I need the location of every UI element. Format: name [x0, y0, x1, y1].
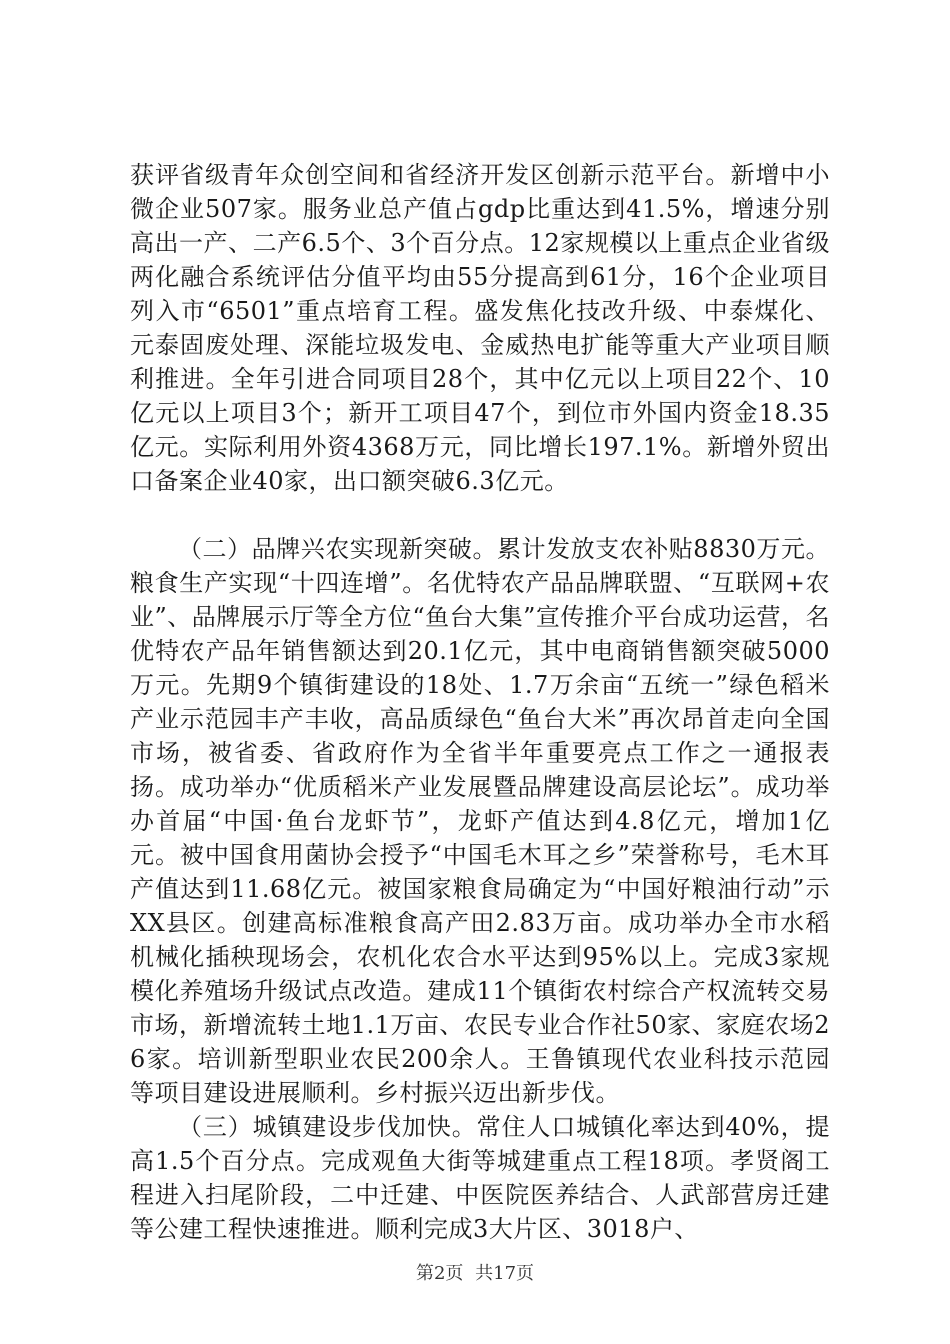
page-footer: [0, 1262, 950, 1286]
paragraph-2: （二）品牌兴农实现新突破。累计发放支农补贴8830万元。粮食生产实现“十四连增”。名优特农产品品牌联盟、“互联网+农业”、品牌展示厅等全方位“鱼台大集”宣传推介平台成功运营，名优特农产品年销售额达到20.1亿元，其中电商销售额突破5000万元。先期9个镇街建设的18处、1.7万余亩“五统一”绿色稻米产业示范园丰产丰收，高品质绿色“鱼台大米”再次昂首走向全国市场，被省委、省政府作为全省半年重要亮点工作之一通报表扬。成功举办“优质稻米产业发展暨品牌建设高层论坛”。成功举办首届“中国·鱼台龙虾节”，龙虾产值达到4.8亿元，增加1亿元。被中国食用菌协会授予“中国毛木耳之乡”荣誉称号，毛木耳产值达到11.68亿元。被国家粮食局确定为“中国好粮油行动”示XX县区。创建高标准粮食高产田2.83万亩。成功举办全市水稻机械化插秧现场会，农机化农合水平达到95%以上。完成3家规模化养殖场升级试点改造。建成11个镇街农村综合产权流转交易市场，新增流转土地1.1万亩、农民专业合作社50家、家庭农场26家。培训新型职业农民200余人。王鲁镇现代农业科技示范园等项目建设进展顺利。乡村振兴迈出新步伐。: [130, 535, 830, 1107]
document-body: [130, 158, 830, 1246]
paragraph-1: 获评省级青年众创空间和省经济开发区创新示范平台。新增中小微企业507家。服务业总产值占gdp比重达到41.5%，增速分别高出一产、二产6.5个、3个百分点。12家规模以上重点企业省级两化融合系统评估分值平均由55分提高到61分，16个企业项目列入市“6501”重点培育工程。盛发焦化技改升级、中泰煤化、元泰固废处理、深能垃圾发电、金威热电扩能等重大产业项目顺利推进。全年引进合同项目28个，其中亿元以上项目22个、10亿元以上项目3个；新开工项目47个，到位市外国内资金18.35亿元。实际利用外资4368万元，同比增长197.1%。新增外贸出口备案企业40家，出口额突破6.3亿元。: [130, 161, 830, 495]
page-total: 共17页: [475, 1263, 535, 1284]
page-number: 第2页: [415, 1263, 464, 1284]
paragraph-3: （三）城镇建设步伐加快。常住人口城镇化率达到40%，提高1.5个百分点。完成观鱼大街等城建重点工程18项。孝贤阁工程进入扫尾阶段，二中迁建、中医院医养结合、人武部营房迁建等公建工程快速推进。顺利完成3大片区、3018户、: [130, 1113, 830, 1243]
